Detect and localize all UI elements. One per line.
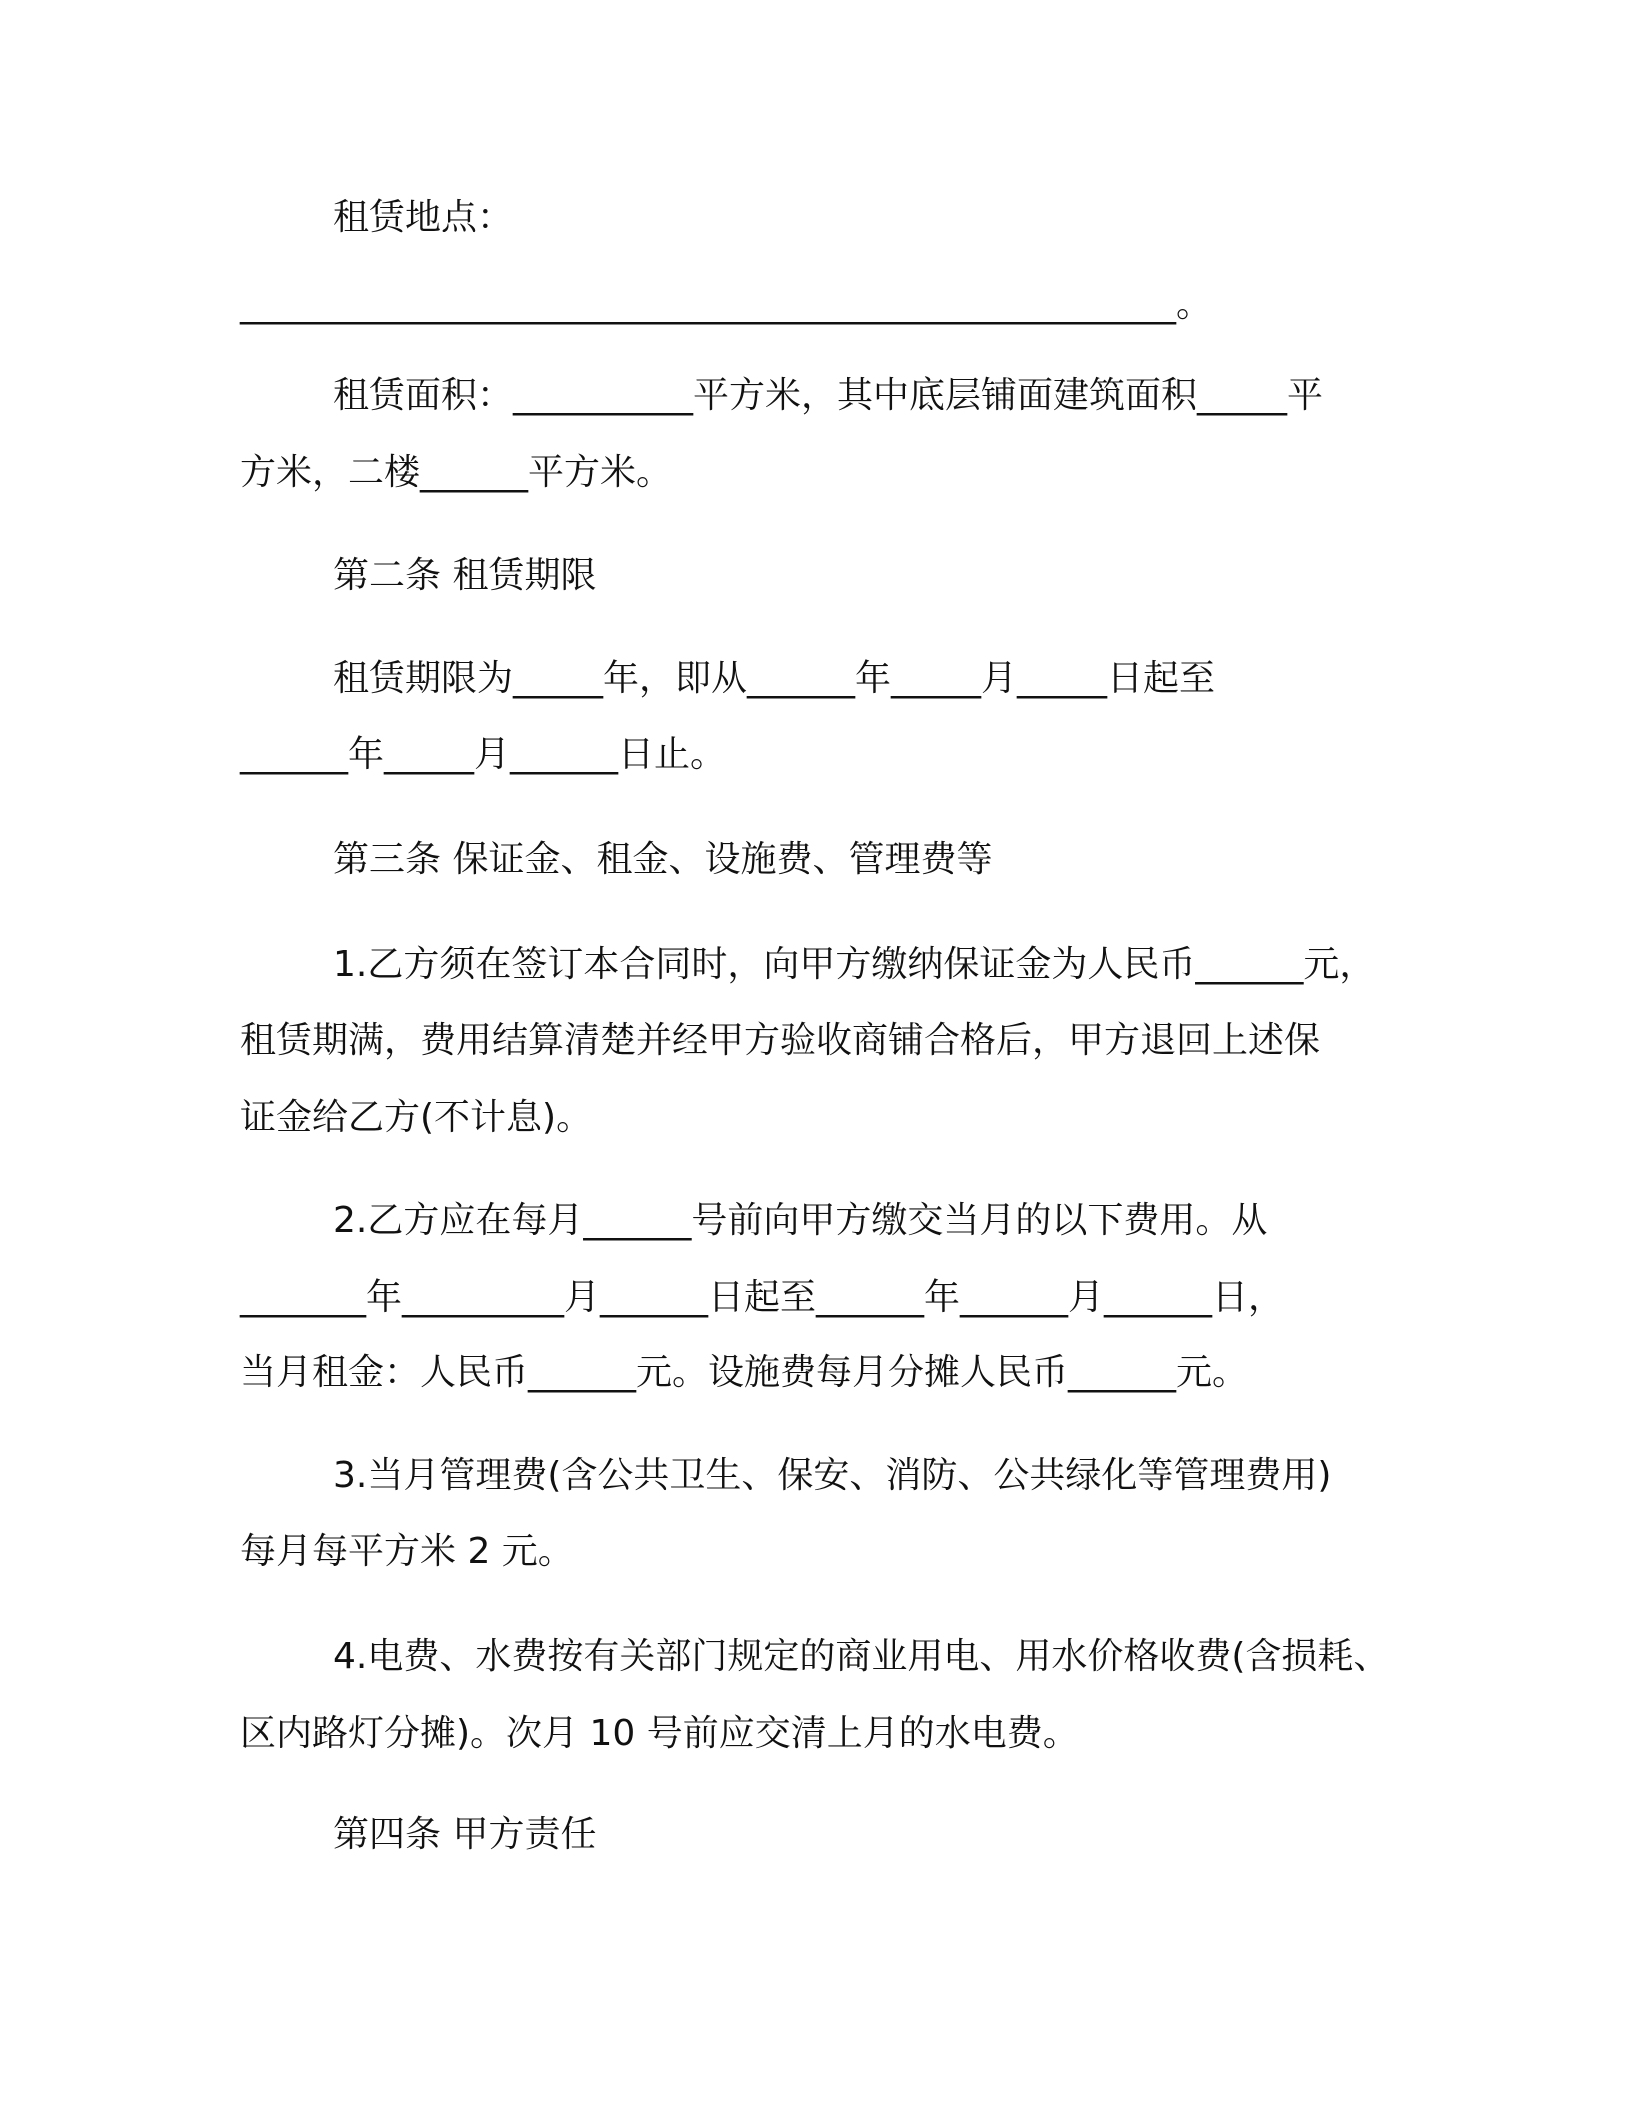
rental-location-label: 租赁地点： <box>333 197 514 238</box>
clause-4-line-1: 4.电费、水费按有关部门规定的商业用电、用水价格收费(含损耗、 <box>333 1636 1390 1677</box>
rental-term-line-2: ______年_____月______日止。 <box>240 734 727 775</box>
clause-3-line-2: 每月每平方米 2 元。 <box>240 1531 574 1572</box>
article-3-heading: 第三条 保证金、租金、设施费、管理费等 <box>333 839 993 880</box>
clause-1-line-3: 证金给乙方(不计息)。 <box>240 1097 593 1138</box>
clause-1-line-1: 1.乙方须在签订本合同时，向甲方缴纳保证金为人民币______元， <box>333 944 1376 985</box>
rental-term-line-1: 租赁期限为_____年，即从______年_____月_____日起至 <box>333 658 1216 699</box>
clause-2-line-1: 2.乙方应在每月______号前向甲方缴交当月的以下费用。从 <box>333 1200 1268 1241</box>
clause-2-line-3: 当月租金：人民币______元。设施费每月分摊人民币______元。 <box>240 1352 1249 1393</box>
article-4-heading: 第四条 甲方责任 <box>333 1814 597 1855</box>
article-2-heading: 第二条 租赁期限 <box>333 555 597 596</box>
clause-4-line-2: 区内路灯分摊)。次月 10 号前应交清上月的水电费。 <box>240 1713 1079 1754</box>
clause-1-line-2: 租赁期满，费用结算清楚并经甲方验收商铺合格后，甲方退回上述保 <box>240 1020 1321 1061</box>
clause-2-line-2: _______年_________月______日起至______年______月______日， <box>240 1277 1285 1318</box>
rental-location-blank: ____________________________________________________。 <box>240 284 1212 325</box>
rental-area-line-2: 方米，二楼______平方米。 <box>240 452 673 493</box>
clause-3-line-1: 3.当月管理费(含公共卫生、保安、消防、公共绿化等管理费用) <box>333 1455 1332 1496</box>
rental-area-line-1: 租赁面积：__________平方米，其中底层铺面建筑面积_____平 <box>333 375 1324 416</box>
